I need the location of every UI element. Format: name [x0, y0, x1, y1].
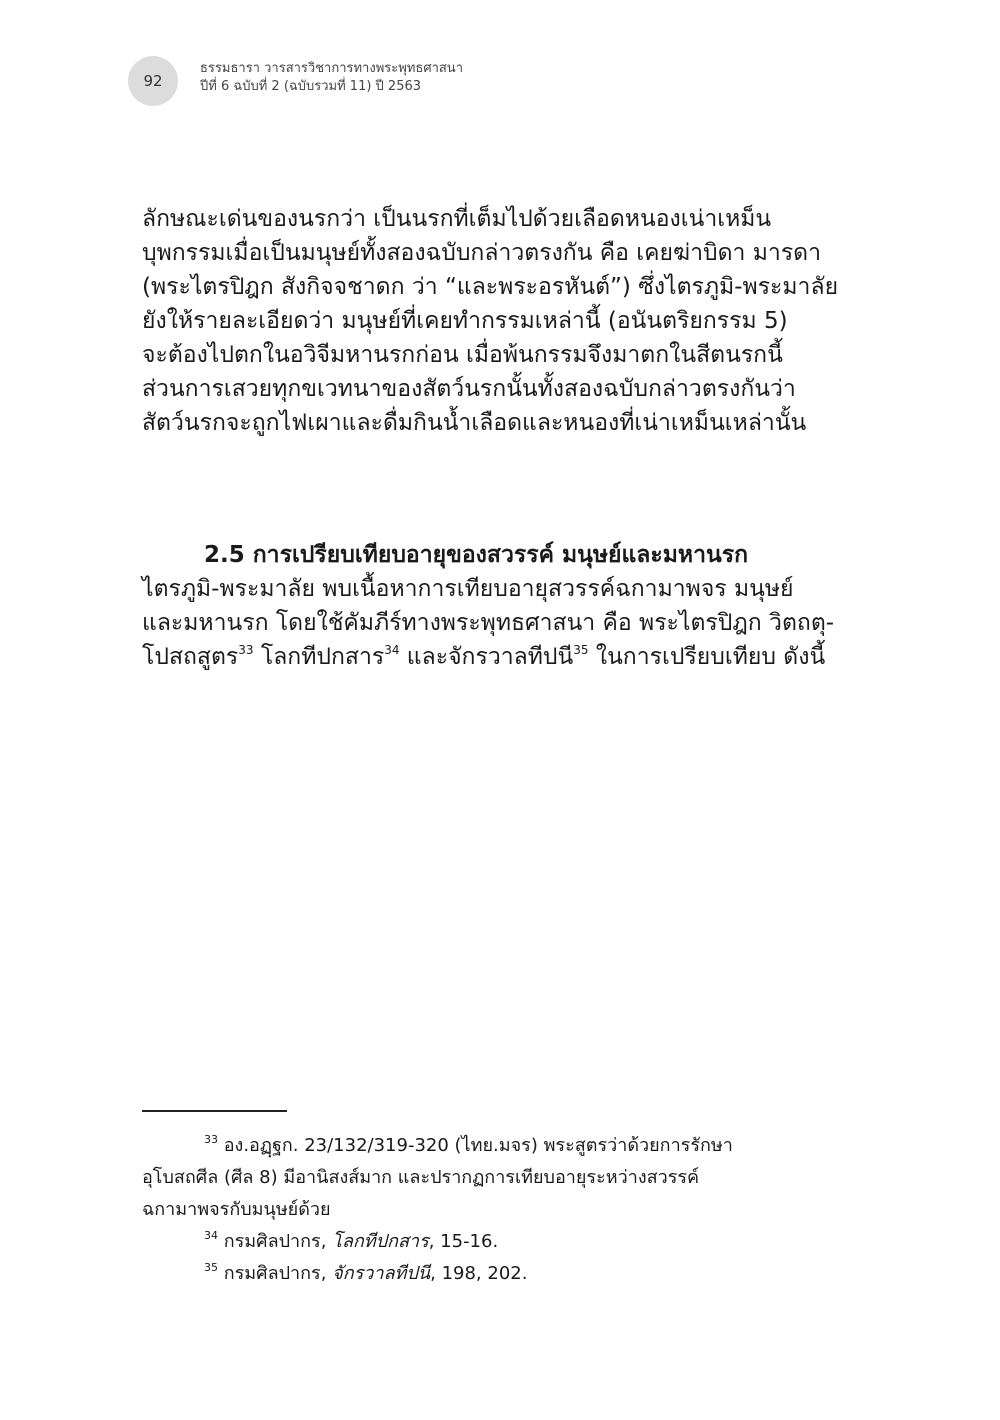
footnote-pages: , 15-16.: [428, 1231, 499, 1252]
text-line: ส่วนการเสวยทุกขเวทนาของสัตว์นรกนั้นทั้งสองฉบับกล่าวตรงกันว่า: [142, 376, 796, 402]
text-fragment: โปสถสูตร: [142, 644, 239, 670]
section-2-5: [142, 538, 835, 674]
footnote-ref-35[interactable]: 35: [573, 643, 589, 657]
journal-title: ธรรมธารา วารสารวิชาการทางพระพุทธศาสนา: [200, 61, 463, 76]
issue-info: ปีที่ 6 ฉบับที่ 2 (ฉบับรวมที่ 11) ปี 2563: [200, 79, 422, 94]
text-line: จะต้องไปตกในอวิจีมหานรกก่อน เมื่อพ้นกรรมจึงมาตกในสีตนรกนี้: [142, 342, 783, 368]
footnote-author: กรมศิลปากร,: [218, 1231, 333, 1252]
footnote-33-cont: ฉกามาพจรกับมนุษย์ด้วย: [142, 1199, 331, 1220]
footnote-title: โลกทีปกสาร: [332, 1231, 429, 1252]
text-line: (พระไตรปิฎก สังกิจจชาดก ว่า “และพระอรหันต์”) ซึ่งไตรภูมิ-พระมาลัย: [142, 274, 839, 300]
footnote-33-cont: อุโบสถศีล (ศีล 8) มีอานิสงส์มาก และปรากฏการเทียบอายุระหว่างสวรรค์: [142, 1167, 700, 1188]
footnote-number: 33: [204, 1133, 218, 1146]
text-fragment: และจักรวาลทีปนี: [399, 644, 574, 670]
section-heading: 2.5 การเปรียบเทียบอายุของสวรรค์ มนุษย์และมหานรก: [204, 542, 748, 568]
page-number: 92: [143, 72, 163, 90]
footnote-divider: [142, 1110, 287, 1112]
footnote-number: 34: [204, 1229, 218, 1242]
footnote-ref-34[interactable]: 34: [384, 643, 400, 657]
text-line: สัตว์นรกจะถูกไฟเผาและดื่มกินน้ำเลือดและหนองที่เน่าเหม็นเหล่านั้น: [142, 410, 807, 436]
running-head: [200, 60, 463, 96]
footnote-35: [142, 1258, 832, 1290]
footnote-34: [142, 1226, 832, 1258]
footnote-ref-33[interactable]: 33: [238, 643, 254, 657]
paragraph-1: [142, 202, 839, 440]
footnote-text: อง.อฏฺฐก. 23/132/319-320 (ไทย.มจร) พระสูตรว่าด้วยการรักษา: [218, 1135, 733, 1156]
text-line: ลักษณะเด่นของนรกว่า เป็นนรกที่เต็มไปด้วยเลือดหนองเน่าเหม็น: [142, 206, 772, 232]
text-fragment: ในการเปรียบเทียบ ดังนี้: [588, 644, 826, 670]
footnote-author: กรมศิลปากร,: [218, 1263, 333, 1284]
text-line-with-refs: [142, 640, 832, 674]
footnote-pages: , 198, 202.: [430, 1263, 528, 1284]
footnote-title: จักรวาลทีปนี: [332, 1263, 431, 1284]
page-number-badge: [128, 56, 178, 106]
text-line: ไตรภูมิ-พระมาลัย พบเนื้อหาการเทียบอายุสวรรค์ฉกามาพจร มนุษย์: [142, 576, 794, 602]
footnote-number: 35: [204, 1261, 218, 1274]
footnote-33: [142, 1130, 832, 1162]
text-fragment: โลกทีปกสาร: [253, 644, 385, 670]
footnotes: [142, 1130, 832, 1290]
text-line: ยังให้รายละเอียดว่า มนุษย์ที่เคยทำกรรมเหล่านี้ (อนันตริยกรรม 5): [142, 308, 788, 334]
text-line: บุพกรรมเมื่อเป็นมนุษย์ทั้งสองฉบับกล่าวตรงกัน คือ เคยฆ่าบิดา มารดา: [142, 240, 822, 266]
text-line: และมหานรก โดยใช้คัมภีร์ทางพระพุทธศาสนา คือ พระไตรปิฎก วิตถตุ-: [142, 610, 835, 636]
